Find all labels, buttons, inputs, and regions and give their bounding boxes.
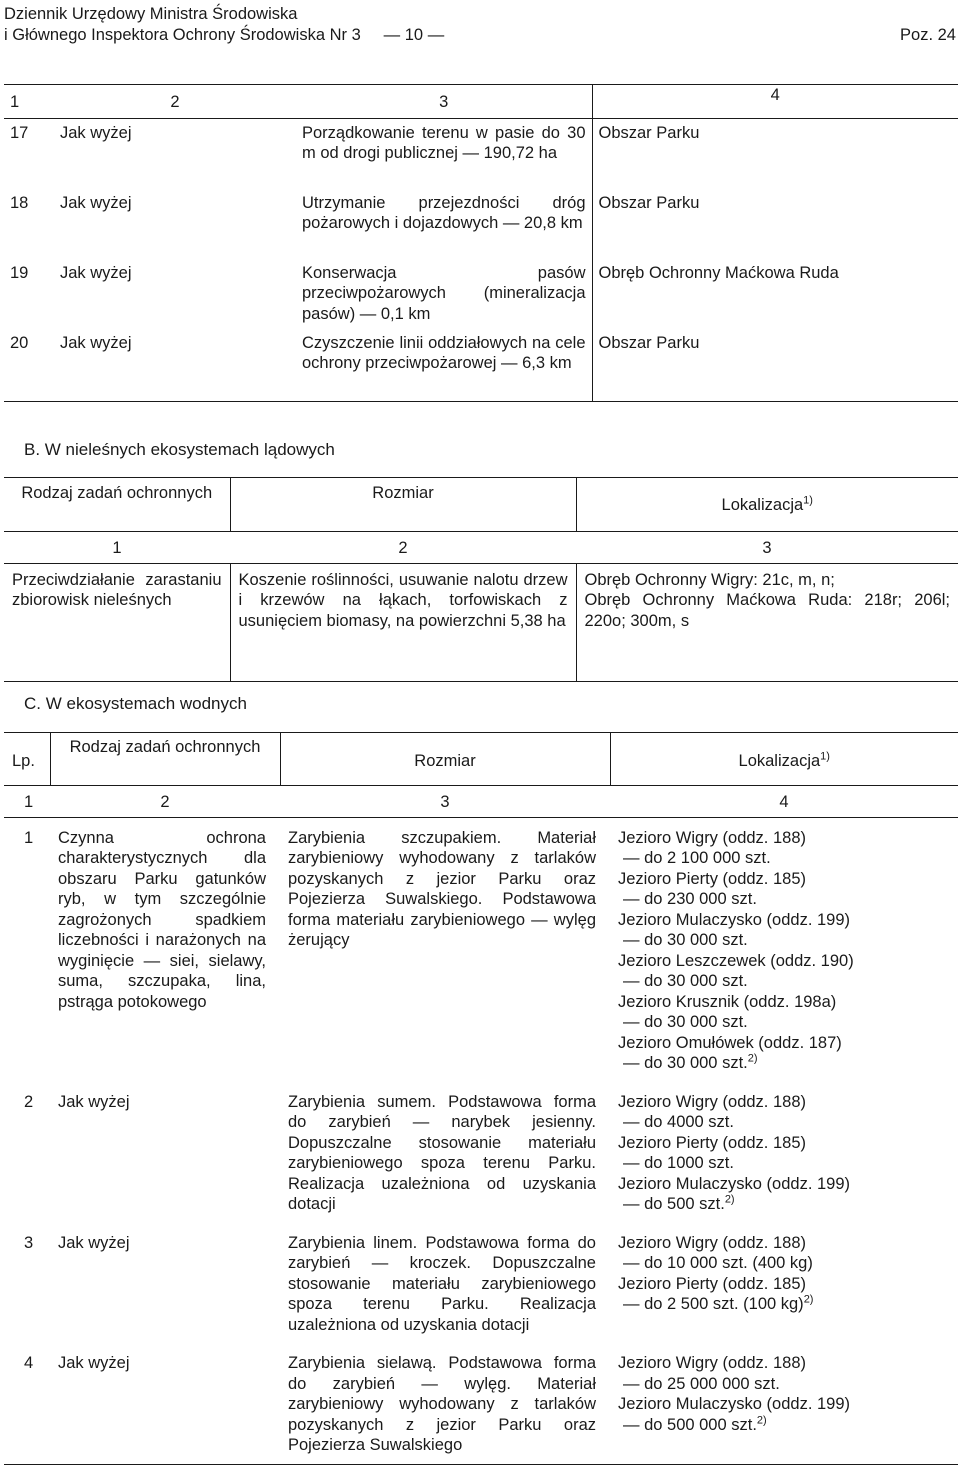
location-line: Obręb Ochronny Maćkowa Ruda: 218r; 206l; 220o; 300m, s [584, 591, 950, 630]
col-number: 1 [4, 532, 230, 564]
table-c-header-row [4, 733, 958, 786]
header-lokalizacja [576, 478, 958, 532]
footnote-ref: 2) [747, 1052, 758, 1065]
table-row [4, 1223, 958, 1344]
row-location: Obręb Ochronny Maćkowa Ruda [598, 263, 839, 282]
lake-quantity: — do 2 100 000 szt. [623, 849, 771, 867]
row-number: 19 [10, 263, 29, 282]
row-task: Konserwacja pasów przeciwpożarowych (mineralizacja pasów) — 0,1 km [296, 259, 592, 329]
journal-title: Dziennik Urzędowy Ministra Środowiska [4, 5, 298, 23]
row-lp: 1 [24, 828, 34, 847]
footnote-ref: 2) [756, 1414, 767, 1426]
row-executor: Jak wyżej [60, 333, 132, 352]
row-lokalizacja [610, 817, 958, 1082]
row-executor: Jak wyżej [60, 123, 132, 142]
lake-quantity: — do 500 szt. [623, 1195, 725, 1213]
row-rozmiar: Zarybienia sielawą. Podstawowa forma do zarybień — wylęg. Materiał zarybieniowy wyhodowany z tarlaków pozyskanych z jezior Parku oraz Pojezierza Suwalskiego [288, 1354, 596, 1454]
lake-name: Jezioro Mulaczysko (oddz. 199) [618, 910, 851, 929]
lake-quantity: — do 30 000 szt. [623, 931, 748, 949]
lake-name: Jezioro Mulaczysko (oddz. 199) [618, 1395, 851, 1413]
row-lp: 4 [24, 1354, 34, 1372]
col-header: 2 [54, 85, 296, 119]
col-number: 3 [576, 532, 958, 564]
footnote-ref: 2) [803, 1293, 814, 1306]
col-number: 4 [610, 786, 958, 818]
lake-name: Jezioro Pierty (oddz. 185) [618, 869, 807, 888]
page-number: — 10 — [383, 26, 445, 44]
row-task: Czyszczenie linii oddziałowych na cele ochrony przeciwpożarowej — 6,3 km [296, 329, 592, 402]
row-location: Obszar Parku [598, 193, 700, 212]
lake-quantity: — do 500 000 szt. [623, 1415, 757, 1434]
col-number: 2 [230, 532, 576, 564]
row-task: Utrzymanie przejezdności dróg pożarowych i dojazdowych — 20,8 km [296, 189, 592, 259]
table-b-numbers-row [4, 532, 958, 564]
lake-name: Jezioro Krusznik (oddz. 198a) [618, 992, 837, 1011]
row-rodzaj: Jak wyżej [58, 1092, 130, 1111]
row-number: 20 [10, 333, 29, 352]
header-lokalizacja [610, 733, 958, 786]
lake-name: Jezioro Wigry (oddz. 188) [618, 1354, 806, 1372]
row-executor: Jak wyżej [60, 193, 132, 212]
row-executor: Jak wyżej [60, 263, 132, 282]
table-row [4, 817, 958, 1082]
row-lokalizacja [610, 1343, 958, 1464]
table-row [4, 259, 958, 329]
row-lokalizacja [610, 1082, 958, 1223]
footnote-ref: 1) [820, 750, 830, 763]
header-lokalizacja-text: Lokalizacja [738, 751, 821, 770]
row-rozmiar: Zarybienia szczupakiem. Materiał zarybieniowy wyhodowany z tarlaków pozyskanych z jezior Parku oraz Pojezierza Suwalskiego. Podstawowa forma materiału zarybieniowego — wylęg żerujący [288, 828, 596, 949]
row-rozmiar: Koszenie roślinności, usuwanie nalotu drzew i krzewów na łąkach, torfowiskach z usunięciem biomasy, na powierzchni 5,38 ha [230, 563, 576, 681]
lake-name: Jezioro Wigry (oddz. 188) [618, 828, 806, 847]
lake-quantity: — do 30 000 szt. [623, 1054, 748, 1072]
lake-quantity: — do 230 000 szt. [623, 890, 757, 908]
page-header [4, 4, 956, 46]
position-number: Poz. 24 [900, 26, 956, 44]
lake-name: Jezioro Mulaczysko (oddz. 199) [618, 1174, 851, 1193]
section-b-title: B. W nieleśnych ekosystemach lądowych [24, 440, 335, 459]
row-rodzaj: Jak wyżej [58, 1233, 130, 1252]
lake-name: Jezioro Omułówek (oddz. 187) [618, 1033, 842, 1052]
table-row [4, 189, 958, 259]
row-number: 18 [10, 193, 29, 212]
table-c-numbers-row [4, 786, 958, 818]
lake-quantity: — do 25 000 000 szt. [623, 1374, 780, 1393]
table-row [4, 1343, 958, 1464]
lake-quantity-line [618, 1294, 950, 1315]
table-a-header-row [4, 85, 958, 119]
table-row [4, 329, 958, 402]
header-lokalizacja-text: Lokalizacja [721, 495, 804, 514]
table-b-header-row [4, 478, 958, 532]
col-header: 4 [592, 85, 958, 119]
table-row [4, 118, 958, 189]
lake-name: Jezioro Leszczewek (oddz. 190) [618, 951, 854, 970]
row-rodzaj: Czynna ochrona charakterystycznych dla obszaru Parku gatunków ryb, w tym szczególnie zagrożonych spadkiem liczebności i narażonych na wyginięcie — siei, sielawy, suma, szczupaka, lina, pstrąga potokowego [58, 828, 266, 1011]
lake-name: Jezioro Pierty (oddz. 185) [618, 1133, 807, 1152]
col-number: 1 [4, 786, 50, 818]
journal-subtitle: i Głównego Inspektora Ochrony Środowiska Nr 3 [4, 26, 361, 44]
header-rozmiar: Rozmiar [230, 478, 576, 532]
row-rozmiar: Zarybienia sumem. Podstawowa forma do zarybień — narybek jesienny. Dopuszczalne stosowanie materiału zarybieniowego spoza terenu Parku. Realizacja uzależniona od uzyskania dotacji [288, 1092, 596, 1213]
header-rodzaj: Rodzaj zadań ochronnych [4, 478, 230, 532]
lake-name: Jezioro Wigry (oddz. 188) [618, 1092, 806, 1111]
lake-name: Jezioro Wigry (oddz. 188) [618, 1233, 806, 1252]
lake-quantity: — do 30 000 szt. [623, 972, 748, 990]
col-header: 3 [296, 85, 592, 119]
row-task: Porządkowanie terenu w pasie do 30 m od drogi publicznej — 190,72 ha [296, 118, 592, 189]
header-lp: Lp. [4, 733, 50, 786]
lake-quantity-line [618, 1415, 950, 1436]
lake-quantity: — do 30 000 szt. [623, 1013, 748, 1031]
footnote-ref: 2) [724, 1193, 735, 1206]
location-line: Obręb Ochronny Wigry: 21c, m, n; [584, 570, 835, 589]
col-header: 1 [4, 85, 54, 119]
table-row [4, 563, 958, 681]
row-lokalizacja [610, 1223, 958, 1344]
col-number: 2 [50, 786, 280, 818]
footnote-ref: 1) [803, 494, 813, 507]
row-rodzaj: Jak wyżej [58, 1354, 130, 1372]
table-b [4, 477, 958, 682]
row-lp: 2 [24, 1092, 34, 1111]
header-rozmiar: Rozmiar [280, 733, 610, 786]
lake-name: Jezioro Pierty (oddz. 185) [618, 1274, 807, 1293]
table-c [4, 732, 958, 1465]
col-number: 3 [280, 786, 610, 818]
lake-quantity: — do 10 000 szt. (400 kg) [623, 1254, 813, 1272]
row-lp: 3 [24, 1233, 34, 1252]
row-rodzaj: Przeciwdziałanie zarastaniu zbiorowisk nieleśnych [4, 563, 230, 681]
header-rodzaj: Rodzaj zadań ochronnych [50, 733, 280, 786]
row-number: 17 [10, 123, 29, 142]
row-location: Obszar Parku [598, 333, 700, 352]
row-lokalizacja [576, 563, 958, 681]
table-a [4, 84, 958, 402]
row-rozmiar: Zarybienia linem. Podstawowa forma do zarybień — kroczek. Dopuszczalne stosowanie materiału zarybieniowego spoza terenu Parku. Realizacja uzależniona od uzyskania dotacji [288, 1233, 596, 1334]
lake-quantity: — do 4000 szt. [623, 1113, 734, 1131]
table-row [4, 1082, 958, 1223]
lake-quantity: — do 2 500 szt. (100 kg) [623, 1295, 804, 1313]
row-location: Obszar Parku [598, 123, 700, 142]
lake-quantity-line [618, 1194, 950, 1215]
lake-quantity: — do 1000 szt. [623, 1154, 734, 1172]
lake-quantity-line [618, 1053, 950, 1074]
section-c-title: C. W ekosystemach wodnych [24, 694, 247, 713]
